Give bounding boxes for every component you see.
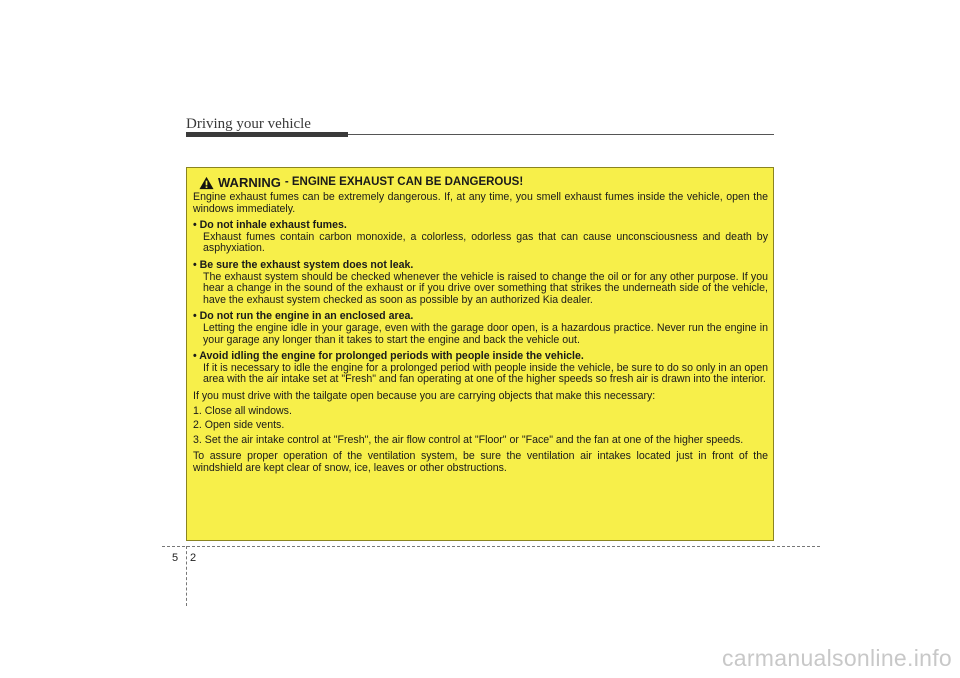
step-item: 1. Close all windows. (193, 404, 292, 417)
bullet-body: Exhaust fumes contain carbon monoxide, a colorless, odorless gas that can cause unconsciousness and death by asphyxiation. (203, 230, 768, 255)
warning-triangle-icon (199, 176, 214, 190)
chapter-number: 5 (172, 552, 179, 564)
bullet-title: • Do not run the engine in an enclosed area. (193, 310, 414, 323)
bullet-body: The exhaust system should be checked whenever the vehicle is raised to change the oil or for any other purpose. If you hear a change in the sound of the exhaust or if you drive over something that strikes the underneath side of the vehicle, have the exhaust system checked as soon as possible by an authorized Kia dealer. (203, 270, 768, 306)
page-section-title: Driving your vehicle (186, 116, 311, 132)
closing-paragraph: To assure proper operation of the ventilation system, be sure the ventilation air intakes located just in front of the windshield are kept clear of snow, ice, leaves or other obstructions. (193, 450, 768, 474)
header-rule-thick (186, 132, 348, 137)
bullet-title: • Do not inhale exhaust fumes. (193, 219, 347, 232)
bullet-body: If it is necessary to idle the engine for a prolonged period with people inside the vehicle, be sure to do so only in an open area with the air intake set at "Fresh" and fan operating at one of the higher speeds so fresh air is drawn into the interior. (203, 361, 768, 386)
bullet-title: • Be sure the exhaust system does not leak. (193, 258, 414, 271)
warning-label: WARNING (218, 175, 281, 191)
warning-heading (199, 176, 768, 190)
bullet-body: Letting the engine idle in your garage, even with the garage door open, is a hazardous practice. Never run the engine in your garage any longer than it takes to start the engine and back the vehicle out. (203, 321, 768, 346)
warning-box (186, 167, 774, 541)
watermark: carmanualsonline.info (721, 645, 952, 671)
header-rule-thin (348, 134, 774, 135)
footer-dashed-rule (162, 546, 820, 547)
step-item: 2. Open side vents. (193, 419, 285, 432)
footer-dashed-divider (186, 546, 187, 606)
tailgate-intro: If you must drive with the tailgate open because you are carrying objects that make this necessary: (193, 389, 656, 402)
page-number: 2 (190, 552, 197, 564)
warning-subtitle: - ENGINE EXHAUST CAN BE DANGEROUS! (284, 176, 524, 189)
warning-intro: Engine exhaust fumes can be extremely dangerous. If, at any time, you smell exhaust fumes inside the vehicle, open the windows immediately. (193, 191, 768, 215)
step-item: 3. Set the air intake control at "Fresh", the air flow control at "Floor" or "Face" and the fan at one of the higher speeds. (193, 433, 744, 446)
bullet-title: • Avoid idling the engine for prolonged periods with people inside the vehicle. (193, 350, 584, 363)
